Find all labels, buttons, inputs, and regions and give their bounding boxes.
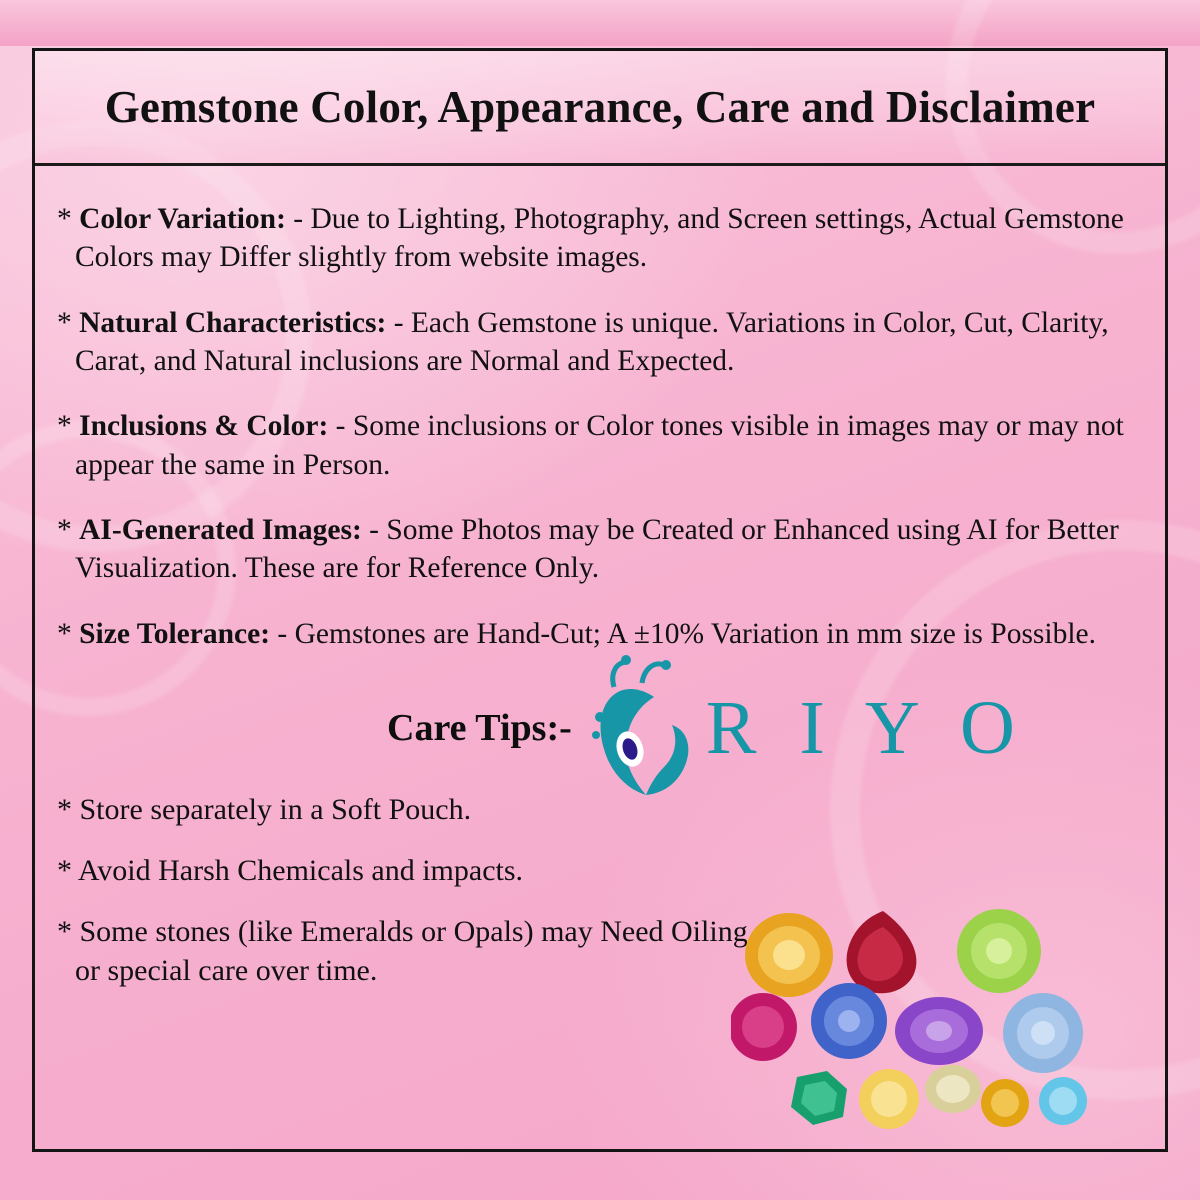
care-tip-item: * Some stones (like Emeralds or Opals) may Need Oiling or special care over time. (57, 915, 748, 988)
brand-name: R I Y O (705, 686, 1027, 771)
clause-natural-characteristics (57, 304, 1135, 381)
clause-color-variation (57, 200, 1135, 277)
yellow-round-gem (859, 1069, 919, 1129)
champagne-oval-gem (925, 1065, 981, 1113)
garnet-pear-gem (847, 911, 917, 993)
bullet-star: * (57, 203, 72, 235)
peacock-icon (580, 653, 700, 803)
clause-text: - Some Photos may be Created or Enhanced using AI for Better Visualization. These are for Reference Only. (75, 514, 1119, 585)
emerald-octagon-gem (791, 1071, 847, 1125)
gemstone-cluster-image (731, 903, 1151, 1133)
clause-heading: Natural Characteristics: (79, 306, 387, 339)
clause-text: - Due to Lighting, Photography, and Screen settings, Actual Gemstone Colors may Differ slightly from website images. (75, 203, 1124, 274)
bullet-star: * (57, 410, 72, 443)
clause-text: - Some inclusions or Color tones visible in images may or may not appear the same in Person. (75, 410, 1124, 481)
citrine-oval-gem (745, 913, 833, 997)
clause-text: - Gemstones are Hand-Cut; A ±10% Variation in mm size is Possible. (277, 617, 1097, 650)
clause-heading: Color Variation: (79, 203, 286, 235)
blue-topaz-round-gem (1039, 1077, 1087, 1125)
riyo-logo (580, 653, 1027, 803)
care-tip-item: * Avoid Harsh Chemicals and impacts. (57, 854, 524, 888)
clause-inclusions-color (57, 407, 1135, 484)
clause-ai-generated-images (57, 511, 1135, 588)
amethyst-oval-gem (895, 997, 983, 1065)
clause-heading: Size Tolerance: (79, 617, 271, 650)
bullet-star: * (57, 514, 72, 547)
care-tips-label: Care Tips:- (387, 707, 572, 750)
content-frame (32, 48, 1168, 1152)
rhodolite-round-gem (731, 993, 797, 1061)
aquamarine-round-gem (1003, 993, 1083, 1073)
page-title: Gemstone Color, Appearance, Care and Disclaimer (104, 82, 1096, 132)
tanzanite-round-gem (811, 983, 887, 1059)
peridot-round-gem (957, 909, 1041, 993)
bullet-star: * (57, 306, 72, 339)
bullet-star: * (57, 617, 72, 650)
clause-size-tolerance (57, 615, 1135, 653)
clause-heading: AI-Generated Images: (79, 514, 362, 547)
care-tip-item: * Store separately in a Soft Pouch. (57, 793, 472, 827)
title-band (35, 51, 1165, 166)
clause-heading: Inclusions & Color: (79, 410, 329, 443)
care-tips-row (387, 680, 1135, 776)
golden-round-gem (981, 1079, 1029, 1127)
clause-text: - Each Gemstone is unique. Variations in Color, Cut, Clarity, Carat, and Natural inclusions are Normal and Expected. (75, 306, 1109, 378)
